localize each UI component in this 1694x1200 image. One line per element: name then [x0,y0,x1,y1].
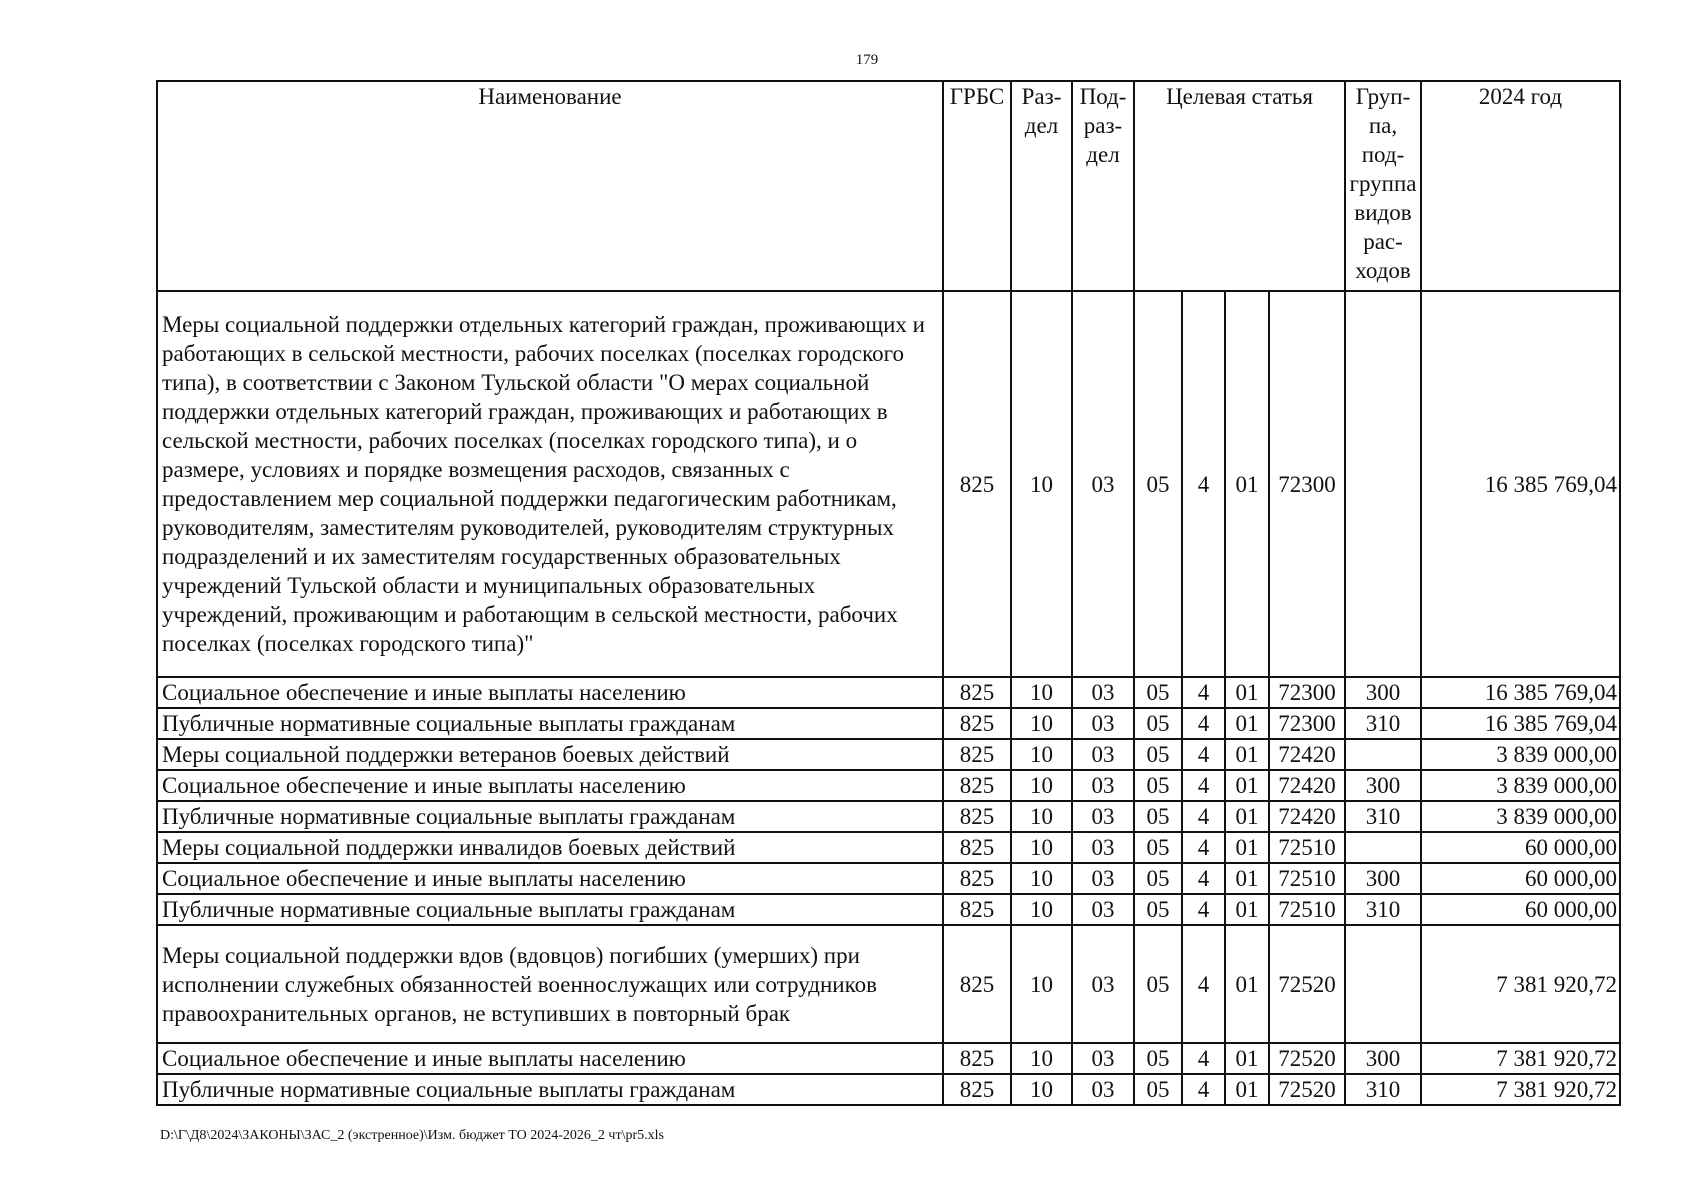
cell-grbs: 825 [943,801,1011,832]
cell-target-direction: 72420 [1269,770,1345,801]
table-body [157,291,1620,1105]
cell-razdel: 10 [1011,863,1072,894]
cell-podrazdel: 03 [1072,770,1134,801]
cell-amount: 60 000,00 [1421,863,1620,894]
table-row [157,708,1620,739]
cell-razdel: 10 [1011,770,1072,801]
cell-target-program: 05 [1134,1043,1182,1074]
cell-expense-group [1345,291,1421,677]
cell-podrazdel: 03 [1072,801,1134,832]
cell-target-direction: 72300 [1269,291,1345,677]
cell-podrazdel: 03 [1072,894,1134,925]
table-row [157,770,1620,801]
page-number: 179 [855,52,879,68]
header-grbs: ГРБС [943,81,1011,291]
cell-target-subprogram: 01 [1225,925,1269,1043]
cell-target-type: 4 [1182,832,1225,863]
cell-podrazdel: 03 [1072,1074,1134,1105]
cell-grbs: 825 [943,1074,1011,1105]
cell-target-type: 4 [1182,739,1225,770]
cell-target-direction: 72300 [1269,708,1345,739]
cell-amount: 7 381 920,72 [1421,1043,1620,1074]
cell-target-direction: 72520 [1269,1074,1345,1105]
cell-target-type: 4 [1182,801,1225,832]
cell-target-program: 05 [1134,801,1182,832]
cell-target-type: 4 [1182,863,1225,894]
cell-target-subprogram: 01 [1225,739,1269,770]
cell-target-direction: 72420 [1269,739,1345,770]
table-row [157,291,1620,677]
cell-name: Публичные нормативные социальные выплаты гражданам [157,801,943,832]
budget-table [156,80,1621,1106]
cell-expense-group: 310 [1345,894,1421,925]
header-razdel: Раз- дел [1011,81,1072,291]
cell-expense-group [1345,832,1421,863]
cell-amount: 3 839 000,00 [1421,770,1620,801]
cell-expense-group [1345,925,1421,1043]
cell-name: Меры социальной поддержки отдельных категорий граждан, проживающих и работающих в сельской местности, рабочих поселках (поселках городского типа), в соответствии с Законом Тульской области "О мерах социальной поддержки отдельных категорий граждан, проживающих и работающих в сельской местности, рабочих поселках (поселках городского типа), и о размере, условиях и порядке возмещения расходов, связанных с предоставлением мер социальной поддержки педагогическим работникам, руководителям, заместителям руководителей, руководителям структурных подразделений и их заместителям государственных образовательных учреждений Тульской области и муниципальных образовательных учреждений, проживающим и работающим в сельской местности, рабочих поселках (поселках городского типа)" [157,291,943,677]
cell-target-type: 4 [1182,291,1225,677]
cell-amount: 16 385 769,04 [1421,291,1620,677]
cell-grbs: 825 [943,291,1011,677]
header-expense-group: Груп- па, под- группа видов рас- ходов [1345,81,1421,291]
cell-razdel: 10 [1011,739,1072,770]
cell-expense-group: 300 [1345,863,1421,894]
table-row [157,894,1620,925]
cell-target-type: 4 [1182,708,1225,739]
header-year-2024: 2024 год [1421,81,1620,291]
table-row [157,739,1620,770]
cell-target-direction: 72520 [1269,925,1345,1043]
cell-target-type: 4 [1182,1043,1225,1074]
cell-expense-group: 300 [1345,677,1421,708]
cell-target-direction: 72420 [1269,801,1345,832]
cell-name: Социальное обеспечение и иные выплаты населению [157,1043,943,1074]
cell-amount: 3 839 000,00 [1421,801,1620,832]
cell-target-subprogram: 01 [1225,801,1269,832]
cell-target-direction: 72510 [1269,863,1345,894]
cell-name: Публичные нормативные социальные выплаты гражданам [157,1074,943,1105]
cell-target-program: 05 [1134,677,1182,708]
cell-grbs: 825 [943,1043,1011,1074]
table-row [157,1043,1620,1074]
cell-razdel: 10 [1011,801,1072,832]
footer-file-path: D:\Г\Д8\2024\ЗАКОНЫ\ЗАС_2 (экстренное)\Изм. бюджет ТО 2024-2026_2 чт\pr5.xls [160,1128,664,1143]
cell-target-program: 05 [1134,863,1182,894]
cell-target-program: 05 [1134,1074,1182,1105]
cell-target-type: 4 [1182,1074,1225,1105]
cell-target-subprogram: 01 [1225,770,1269,801]
cell-grbs: 825 [943,708,1011,739]
cell-expense-group: 300 [1345,1043,1421,1074]
cell-grbs: 825 [943,677,1011,708]
cell-amount: 7 381 920,72 [1421,1074,1620,1105]
cell-target-subprogram: 01 [1225,1043,1269,1074]
cell-expense-group: 300 [1345,770,1421,801]
cell-target-subprogram: 01 [1225,863,1269,894]
cell-razdel: 10 [1011,832,1072,863]
cell-razdel: 10 [1011,1043,1072,1074]
cell-target-direction: 72520 [1269,1043,1345,1074]
cell-razdel: 10 [1011,894,1072,925]
cell-grbs: 825 [943,770,1011,801]
cell-amount: 16 385 769,04 [1421,677,1620,708]
table-row [157,832,1620,863]
cell-amount: 3 839 000,00 [1421,739,1620,770]
cell-name: Публичные нормативные социальные выплаты гражданам [157,894,943,925]
cell-razdel: 10 [1011,291,1072,677]
cell-target-type: 4 [1182,894,1225,925]
cell-target-program: 05 [1134,770,1182,801]
header-podrazdel: Под- раз- дел [1072,81,1134,291]
cell-target-program: 05 [1134,925,1182,1043]
cell-podrazdel: 03 [1072,291,1134,677]
header-row [157,81,1620,291]
cell-expense-group: 310 [1345,1074,1421,1105]
cell-target-subprogram: 01 [1225,1074,1269,1105]
cell-podrazdel: 03 [1072,925,1134,1043]
cell-target-direction: 72510 [1269,832,1345,863]
header-name: Наименование [157,81,943,291]
cell-target-subprogram: 01 [1225,894,1269,925]
table-row [157,677,1620,708]
cell-grbs: 825 [943,925,1011,1043]
cell-podrazdel: 03 [1072,708,1134,739]
cell-name: Социальное обеспечение и иные выплаты населению [157,770,943,801]
table-row [157,801,1620,832]
cell-expense-group: 310 [1345,708,1421,739]
cell-target-program: 05 [1134,832,1182,863]
cell-target-subprogram: 01 [1225,291,1269,677]
cell-grbs: 825 [943,894,1011,925]
cell-grbs: 825 [943,739,1011,770]
cell-amount: 60 000,00 [1421,894,1620,925]
cell-target-direction: 72510 [1269,894,1345,925]
cell-podrazdel: 03 [1072,1043,1134,1074]
cell-target-program: 05 [1134,894,1182,925]
cell-podrazdel: 03 [1072,739,1134,770]
cell-name: Публичные нормативные социальные выплаты гражданам [157,708,943,739]
cell-expense-group: 310 [1345,801,1421,832]
cell-name: Меры социальной поддержки ветеранов боевых действий [157,739,943,770]
cell-target-program: 05 [1134,739,1182,770]
cell-podrazdel: 03 [1072,863,1134,894]
cell-target-subprogram: 01 [1225,677,1269,708]
header-target-article: Целевая статья [1134,81,1345,291]
cell-razdel: 10 [1011,677,1072,708]
cell-grbs: 825 [943,832,1011,863]
cell-target-type: 4 [1182,677,1225,708]
table-row [157,863,1620,894]
cell-target-subprogram: 01 [1225,708,1269,739]
cell-target-direction: 72300 [1269,677,1345,708]
cell-target-type: 4 [1182,925,1225,1043]
cell-razdel: 10 [1011,1074,1072,1105]
cell-target-subprogram: 01 [1225,832,1269,863]
cell-name: Социальное обеспечение и иные выплаты населению [157,863,943,894]
cell-target-program: 05 [1134,291,1182,677]
cell-name: Меры социальной поддержки инвалидов боевых действий [157,832,943,863]
cell-name: Социальное обеспечение и иные выплаты населению [157,677,943,708]
cell-amount: 16 385 769,04 [1421,708,1620,739]
cell-amount: 60 000,00 [1421,832,1620,863]
cell-name: Меры социальной поддержки вдов (вдовцов) погибших (умерших) при исполнении служебных обязанностей военнослужащих или сотрудников правоохранительных органов, не вступивших в повторный брак [157,925,943,1043]
cell-razdel: 10 [1011,925,1072,1043]
table-row [157,1074,1620,1105]
cell-podrazdel: 03 [1072,677,1134,708]
cell-target-program: 05 [1134,708,1182,739]
cell-amount: 7 381 920,72 [1421,925,1620,1043]
cell-expense-group [1345,739,1421,770]
cell-target-type: 4 [1182,770,1225,801]
cell-razdel: 10 [1011,708,1072,739]
cell-grbs: 825 [943,863,1011,894]
cell-podrazdel: 03 [1072,832,1134,863]
table-row [157,925,1620,1043]
